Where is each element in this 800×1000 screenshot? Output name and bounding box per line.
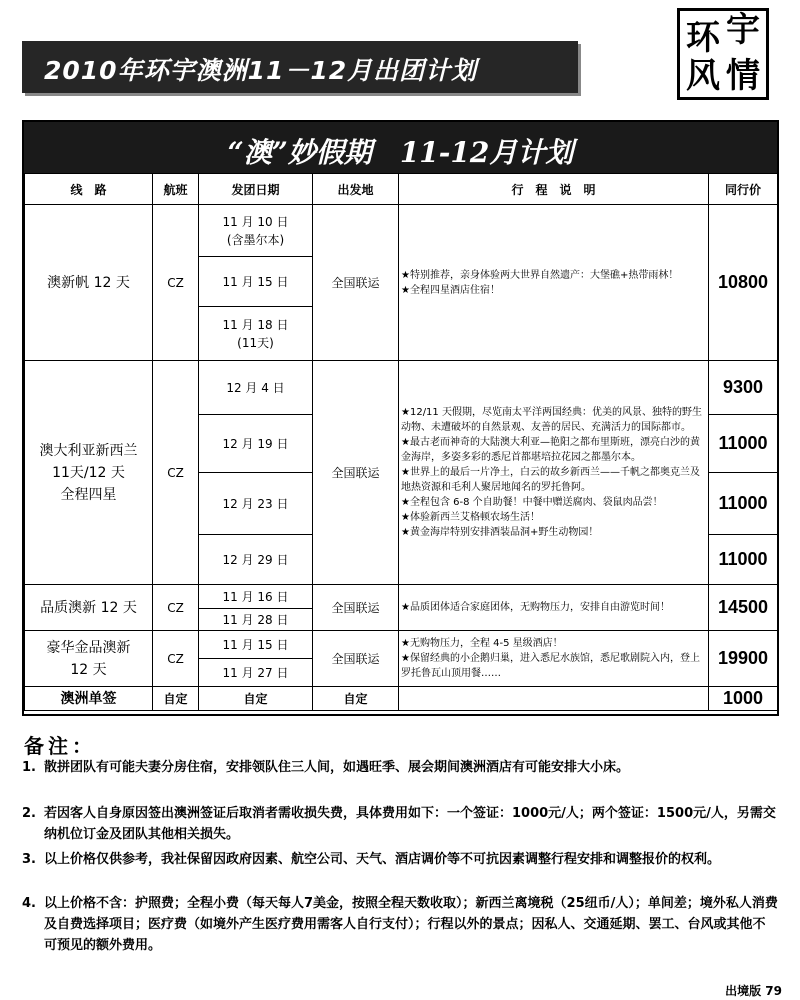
tour-plan-table: [24, 173, 778, 711]
note-number: 1.: [22, 760, 36, 775]
departure-cell: 全国联运: [313, 631, 399, 687]
logo-char: 宇: [726, 10, 760, 50]
route-cell: 澳大利亚新西兰 11天/12 天 全程四星: [25, 361, 153, 585]
date-cell: 12 月 29 日: [199, 535, 313, 585]
col-header-route: 线 路: [25, 174, 153, 205]
logo-char: 情: [726, 56, 760, 96]
price-cell: 11000: [709, 473, 778, 535]
airline-cell: CZ: [153, 585, 199, 631]
plan-subtitle: “澳”妙假期 11-12月计划: [227, 136, 574, 169]
logo-char: 环: [686, 18, 720, 58]
note-item: [22, 803, 778, 845]
table-header-row: [25, 174, 778, 205]
date-cell: 11 月 18 日 (11天): [199, 307, 313, 361]
col-header-price: 同行价: [709, 174, 778, 205]
itinerary-cell: [399, 687, 709, 711]
note-number: 3.: [22, 852, 36, 867]
date-cell: 11 月 28 日: [199, 609, 313, 631]
price-cell: 10800: [709, 205, 778, 361]
departure-cell: 全国联运: [313, 361, 399, 585]
itinerary-cell: ★特别推荐，亲身体验两大世界自然遗产：大堡礁+热带雨林！ ★全程四星酒店住宿！: [399, 205, 709, 361]
itinerary-cell: ★品质团体适合家庭团体，无购物压力，安排自由游览时间！: [399, 585, 709, 631]
date-cell: 12 月 23 日: [199, 473, 313, 535]
note-item: [22, 849, 778, 870]
departure-cell: 全国联运: [313, 205, 399, 361]
date-cell: 11 月 27 日: [199, 659, 313, 687]
note-item: [22, 893, 778, 956]
note-text: 以上价格仅供参考，我社保留因政府因素、航空公司、天气、酒店调价等不可抗因素调整行程安排和调整报价的权利。: [44, 852, 721, 867]
price-cell: 9300: [709, 361, 778, 415]
table-row: [25, 205, 778, 257]
table-row: [25, 361, 778, 415]
airline-cell: CZ: [153, 631, 199, 687]
brand-logo: [677, 8, 769, 100]
note-text: 散拼团队有可能夫妻分房住宿，安排领队住三人间，如遇旺季、展会期间澳洲酒店有可能安排大小床。: [44, 760, 630, 775]
route-cell: 豪华金品澳新 12 天: [25, 631, 153, 687]
price-cell: 11000: [709, 535, 778, 585]
note-number: 2.: [22, 806, 36, 821]
date-cell: 11 月 15 日: [199, 257, 313, 307]
airline-cell: 自定: [153, 687, 199, 711]
logo-char: 风: [686, 56, 720, 96]
date-cell: 自定: [199, 687, 313, 711]
route-cell: 澳洲单签: [25, 687, 153, 711]
price-cell: 14500: [709, 585, 778, 631]
route-cell: 澳新帆 12 天: [25, 205, 153, 361]
visa-row: [25, 687, 778, 711]
date-cell: 12 月 4 日: [199, 361, 313, 415]
col-header-date: 发团日期: [199, 174, 313, 205]
note-number: 4.: [22, 896, 36, 911]
departure-cell: 全国联运: [313, 585, 399, 631]
price-cell: 1000: [709, 687, 778, 711]
date-cell: 12 月 19 日: [199, 415, 313, 473]
note-text: 若因客人自身原因签出澳洲签证后取消者需收损失费，具体费用如下：一个签证：1000元/人；两个签证：1500元/人，另需交纳机位订金及团队其他相关损失。: [44, 806, 776, 842]
itinerary-cell: ★12/11 天假期，尽览南太平洋两国经典：优美的风景、独特的野生动物、未遭破坏的自然景观、友善的居民、充满活力的国际都市。 ★最古老而神奇的大陆澳大利亚—艳阳之都布里斯班，漂亮白沙的黄金海岸，多姿多彩的悉尼首都堪培拉花园之都墨尔本。 ★世界上的最后一片净土，白云的故乡新西兰——千帆之都奥克兰及地热资源和毛利人聚居地闻名的罗托鲁阿。 ★全程包含 6-8 个自助餐！中餐中赠送腐肉、袋鼠肉品尝！ ★体验新西兰艾格顿农场生活！ ★黄金海岸特别安排酒装品洞+野生动物园！: [399, 361, 709, 585]
col-header-itinerary: 行 程 说 明: [399, 174, 709, 205]
note-text: 以上价格不含：护照费；全程小费（每天每人7美金，按照全程天数收取）；新西兰离境税（25纽币/人）；单间差；境外私人消费及自费选择项目；医疗费（如境外产生医疗费用需客人自行支付）；行程以外的景点；因私人、交通延期、罢工、台风或其他不可预见的额外费用。: [44, 896, 778, 953]
departure-cell: 自定: [313, 687, 399, 711]
itinerary-cell: ★无购物压力，全程 4-5 星级酒店！ ★保留经典的小企鹅归巢，进入悉尼水族馆，悉尼歌剧院入内，登上罗托鲁瓦山顶用餐……: [399, 631, 709, 687]
route-cell: 品质澳新 12 天: [25, 585, 153, 631]
airline-cell: CZ: [153, 205, 199, 361]
price-cell: 19900: [709, 631, 778, 687]
date-cell: 11 月 15 日: [199, 631, 313, 659]
date-cell: 11 月 16 日: [199, 585, 313, 609]
page-title: 2010年环宇澳洲11－12月出团计划: [44, 56, 478, 85]
page-footer: 出境版 79: [725, 984, 782, 998]
col-header-airline: 航班: [153, 174, 199, 205]
table-row: [25, 631, 778, 659]
airline-cell: CZ: [153, 361, 199, 585]
title-banner: [22, 41, 578, 93]
notes-title: 备注：: [24, 734, 96, 758]
col-header-departure: 出发地: [313, 174, 399, 205]
table-row: [25, 585, 778, 609]
date-cell: 11 月 10 日 (含墨尔本): [199, 205, 313, 257]
price-cell: 11000: [709, 415, 778, 473]
plan-subheader: [24, 122, 777, 173]
note-item: [22, 757, 778, 778]
